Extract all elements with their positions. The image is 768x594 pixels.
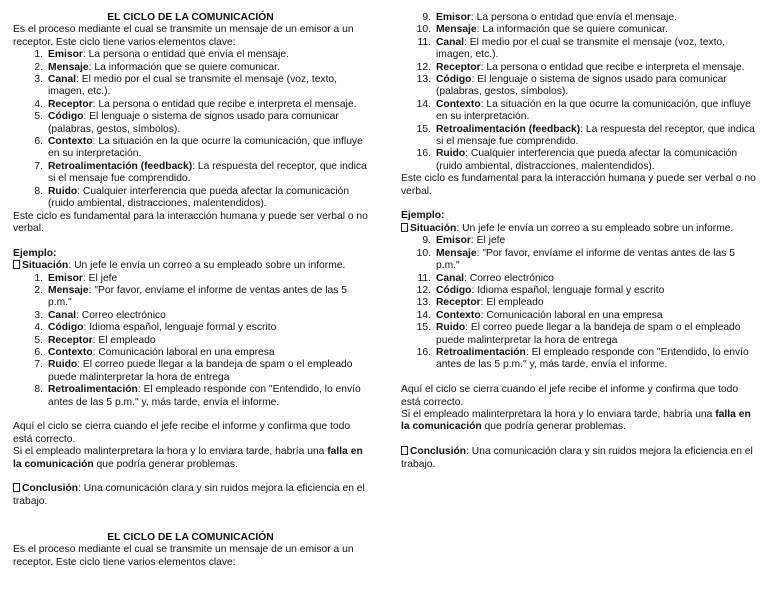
list-item-term: Retroalimentación (feedback): [48, 160, 193, 172]
document-title: EL CICLO DE LA COMUNICACIÓN: [107, 12, 274, 23]
list-item-number: 1.: [34, 49, 43, 61]
list-item-description: : El correo puede llegar a la bandeja de spam o el empleado puede malinterpretar la hora de entrega: [48, 359, 353, 383]
checkbox-glyph-icon: [13, 260, 20, 269]
list-item: [13, 136, 368, 161]
list-item: [13, 111, 368, 136]
list-item-description: : La situación en la que ocurre la comunicación, que influye en su interpretación.: [436, 98, 751, 123]
closing-paragraph-right: Este ciclo es fundamental para la interacción humana y puede ser verbal o no verbal.: [401, 173, 756, 197]
list-item-description: : El empleado: [92, 334, 156, 346]
list-item: [13, 310, 368, 322]
list-item-number: 10.: [416, 247, 431, 259]
list-item: [401, 248, 756, 273]
list-item-term: Ruido: [48, 359, 78, 371]
list-item-description: : La persona o entidad que envía el mensaje.: [82, 49, 290, 61]
list-item: [401, 297, 756, 309]
list-item: [13, 186, 368, 211]
list-item-term: Retroalimentación: [436, 346, 526, 358]
list-item-number: 14.: [416, 98, 431, 110]
list-item: [401, 148, 756, 173]
list-item-term: Código: [436, 284, 472, 296]
list-item: [13, 99, 368, 111]
list-item-term: Canal: [436, 272, 465, 284]
list-item-description: : El jefe: [82, 272, 118, 284]
elements-list: [13, 49, 368, 210]
list-item-term: Retroalimentación (feedback): [436, 123, 581, 135]
list-item: [13, 161, 368, 186]
list-item-number: 11.: [417, 272, 431, 284]
list-item-number: 15.: [416, 322, 431, 334]
list-item-term: Retroalimentación: [48, 384, 138, 396]
list-item-term: Canal: [48, 309, 77, 321]
list-item-number: 4.: [34, 322, 43, 334]
list-item-number: 13.: [416, 74, 431, 86]
list-item: [401, 99, 756, 124]
list-item: [13, 347, 368, 359]
list-item-term: Emisor: [48, 272, 83, 284]
list-item-description: : La información que se quiere comunicar.: [88, 61, 280, 73]
list-item-description: : Comunicación laboral en una empresa: [92, 346, 275, 358]
example-list-right: [401, 235, 756, 371]
list-item: [401, 124, 756, 149]
closing-paragraph: Este ciclo es fundamental para la interacción humana y puede ser verbal o no verbal.: [13, 210, 368, 234]
list-item-description: : Idioma español, lenguaje formal y escrito: [471, 284, 665, 296]
list-item-term: Emisor: [48, 49, 83, 61]
list-item-number: 3.: [34, 74, 43, 86]
list-item-term: Mensaje: [436, 247, 477, 259]
list-item: [13, 335, 368, 347]
list-item-term: Emisor: [436, 235, 471, 247]
list-item-description: : La situación en la que ocurre la comunicación, que influye en su interpretación.: [48, 136, 363, 160]
list-item-description: : El medio por el cual se transmite el mensaje (voz, texto, imagen, etc.).: [48, 74, 338, 98]
list-item-description: : El jefe: [470, 235, 506, 247]
list-item-number: 5.: [34, 111, 43, 123]
list-item-description: : El lenguaje o sistema de signos usado para comunicar (palabras, gestos, símbolos).: [48, 111, 339, 135]
conclusion-paragraph-right: Conclusión: Una comunicación clara y sin ruidos mejora la eficiencia en el trabajo.: [401, 446, 753, 470]
list-item-term: Mensaje: [48, 61, 89, 73]
example-list: [13, 273, 368, 409]
misread-paragraph: Si el empleado malinterpretara la hora y lo enviara tarde, habría una falla en la comunicación que podría generar problemas.: [13, 446, 363, 470]
checkbox-glyph-icon: [401, 446, 408, 455]
list-item-number: 2.: [34, 284, 43, 296]
example-heading-right: Ejemplo:: [401, 210, 445, 222]
list-item-number: 4.: [34, 98, 43, 110]
list-item-number: 16.: [416, 346, 431, 358]
list-item-number: 7.: [34, 160, 43, 172]
intro-paragraph-repeat: Es el proceso mediante el cual se transmite un mensaje de un emisor a un receptor. Este ciclo tiene varios elementos clave:: [13, 544, 354, 568]
list-item-term: Receptor: [436, 61, 481, 73]
list-item-description: : Correo electrónico: [464, 272, 554, 284]
list-item: [13, 384, 368, 409]
list-item-number: 14.: [416, 309, 431, 321]
list-item-term: Contexto: [48, 136, 93, 148]
list-item-term: Mensaje: [436, 24, 477, 36]
elements-list-right: [401, 12, 756, 173]
list-item: [401, 322, 756, 347]
list-item-description: : La respuesta del receptor, que indica si el mensaje fue comprendido.: [436, 123, 755, 148]
list-item: [401, 74, 756, 99]
list-item-number: 5.: [34, 334, 43, 346]
list-item-term: Ruido: [48, 185, 78, 197]
list-item: [401, 273, 756, 285]
list-item-number: 16.: [416, 148, 431, 160]
list-item-number: 6.: [34, 136, 43, 148]
list-item: [401, 62, 756, 74]
list-item-description: : La persona o entidad que recibe e interpreta el mensaje.: [480, 61, 745, 73]
list-item-description: : La información que se quiere comunicar.: [476, 24, 668, 36]
list-item-description: : El medio por el cual se transmite el mensaje (voz, texto, imagen, etc.).: [436, 36, 726, 61]
list-item-number: 2.: [34, 61, 43, 73]
left-column: [13, 12, 368, 508]
list-item-term: Emisor: [436, 12, 471, 23]
situation-line: Situación: Un jefe le envía un correo a su empleado sobre un informe.: [13, 260, 368, 272]
list-item-term: Código: [48, 322, 84, 334]
example-heading: Ejemplo:: [13, 247, 57, 259]
list-item-description: : Comunicación laboral en una empresa: [480, 309, 663, 321]
document-title-repeat: EL CICLO DE LA COMUNICACIÓN: [107, 532, 274, 543]
list-item-term: Contexto: [436, 98, 481, 110]
list-item-number: 11.: [417, 36, 431, 48]
list-item-description: : Cualquier interferencia que pueda afectar la comunicación (ruido ambiental, distracciones, malentendidos).: [48, 185, 350, 210]
list-item-term: Receptor: [48, 98, 93, 110]
list-item-number: 8.: [34, 384, 43, 396]
list-item-number: 9.: [422, 12, 431, 23]
cycle-close-paragraph-right: Aquí el ciclo se cierra cuando el jefe recibe el informe y confirma que todo está correcto.: [401, 384, 739, 408]
list-item-number: 12.: [416, 61, 431, 73]
situation-line-right: Situación: Un jefe le envía un correo a su empleado sobre un informe.: [401, 223, 756, 235]
list-item-number: 13.: [416, 297, 431, 309]
list-item-number: 8.: [34, 185, 43, 197]
list-item: [401, 285, 756, 297]
intro-paragraph: Es el proceso mediante el cual se transmite un mensaje de un emisor a un receptor. Este ciclo tiene varios elementos clave:: [13, 24, 354, 48]
list-item-number: 12.: [416, 284, 431, 296]
list-item-number: 3.: [34, 309, 43, 321]
list-item-term: Contexto: [436, 309, 481, 321]
list-item-description: : La persona o entidad que recibe e interpreta el mensaje.: [92, 98, 357, 110]
list-item-term: Ruido: [436, 148, 466, 160]
list-item-term: Mensaje: [48, 284, 89, 296]
list-item-term: Código: [48, 111, 84, 123]
list-item-number: 10.: [416, 24, 431, 36]
list-item: [13, 285, 368, 310]
conclusion-paragraph: Conclusión: Una comunicación clara y sin ruidos mejora la eficiencia en el trabajo.: [13, 483, 365, 507]
list-item-description: : Idioma español, lenguaje formal y escrito: [83, 322, 277, 334]
list-item: [13, 359, 368, 384]
list-item-number: 9.: [422, 235, 431, 247]
list-item-description: : "Por favor, envíame el informe de ventas antes de las 5 p.m.": [48, 284, 347, 309]
list-item-term: Canal: [48, 74, 77, 86]
list-item: [401, 347, 756, 372]
list-item-term: Receptor: [48, 334, 93, 346]
list-item-number: 7.: [34, 359, 43, 371]
list-item: [401, 12, 756, 24]
list-item-term: Receptor: [436, 297, 481, 309]
list-item-description: : El empleado responde con "Entendido, lo envío antes de las 5 p.m." y, más tarde, envía el informe.: [436, 346, 749, 371]
list-item-term: Código: [436, 74, 472, 86]
cycle-close-paragraph: Aquí el ciclo se cierra cuando el jefe recibe el informe y confirma que todo está correcto.: [13, 421, 351, 445]
list-item-description: : Correo electrónico: [76, 309, 166, 321]
list-item-description: : El lenguaje o sistema de signos usado para comunicar (palabras, gestos, símbolos).: [436, 74, 727, 98]
list-item-number: 15.: [416, 123, 431, 135]
list-item-description: : El empleado responde con "Entendido, lo envío antes de las 5 p.m." y, más tarde, envía el informe.: [48, 384, 361, 408]
list-item-term: Contexto: [48, 346, 93, 358]
list-item: [13, 74, 368, 99]
list-item-description: : El empleado: [480, 297, 544, 309]
list-item-term: Canal: [436, 36, 465, 48]
list-item-description: : La respuesta del receptor, que indica si el mensaje fue comprendido.: [48, 160, 367, 185]
checkbox-glyph-icon: [13, 483, 20, 492]
list-item-number: 6.: [34, 346, 43, 358]
list-item: [401, 24, 756, 36]
list-item-description: : "Por favor, envíame el informe de ventas antes de las 5 p.m.": [436, 247, 735, 272]
list-item-number: 1.: [34, 272, 43, 284]
list-item: [13, 49, 368, 61]
list-item-term: Ruido: [436, 322, 466, 334]
misread-paragraph-right: Si el empleado malinterpretara la hora y lo enviara tarde, habría una falla en la comunicación que podría generar problemas.: [401, 408, 751, 433]
list-item-description: : El correo puede llegar a la bandeja de spam o el empleado puede malinterpretar la hora de entrega: [436, 322, 741, 346]
checkbox-glyph-icon: [401, 223, 408, 232]
right-column: [401, 12, 756, 471]
list-item: [401, 37, 756, 62]
left-column-repeat: [13, 532, 368, 569]
list-item-description: : Cualquier interferencia que pueda afectar la comunicación (ruido ambiental, distracciones, malentendidos).: [436, 148, 738, 172]
list-item: [13, 322, 368, 334]
list-item-description: : La persona o entidad que envía el mensaje.: [470, 12, 678, 23]
list-item: [401, 310, 756, 322]
list-item: [13, 62, 368, 74]
list-item: [401, 235, 756, 247]
list-item: [13, 273, 368, 285]
